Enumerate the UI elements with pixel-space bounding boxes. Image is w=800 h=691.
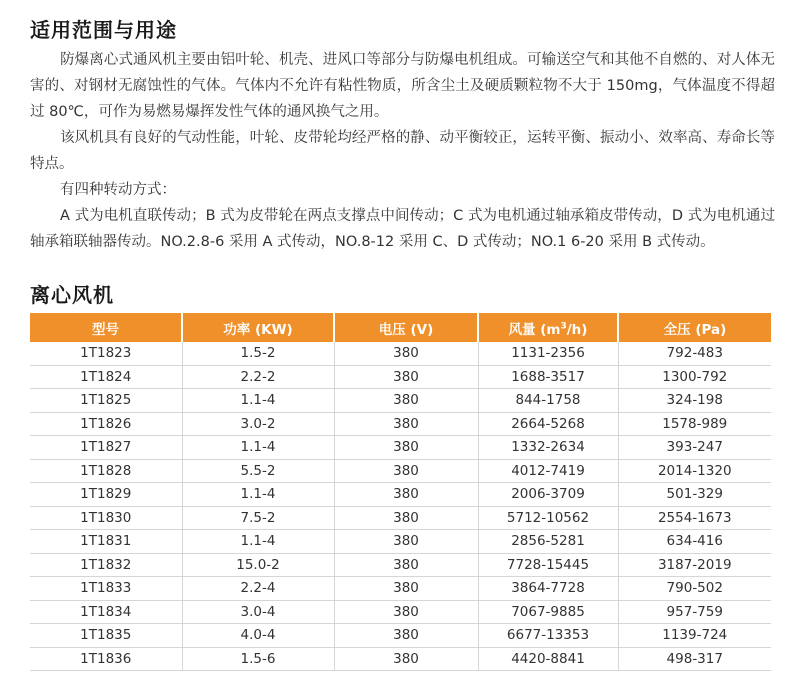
header-pressure: 全压 (Pa) xyxy=(618,313,771,342)
table-row xyxy=(30,412,771,436)
table-row xyxy=(30,506,771,530)
cell-voltage: 380 xyxy=(334,483,478,507)
cell-model: 1T1824 xyxy=(30,365,182,389)
table-row xyxy=(30,389,771,413)
cell-voltage: 380 xyxy=(334,600,478,624)
cell-model: 1T1825 xyxy=(30,389,182,413)
cell-pressure: 3187-2019 xyxy=(618,553,771,577)
cell-pressure: 1300-792 xyxy=(618,365,771,389)
usage-section-title: 适用范围与用途 xyxy=(30,18,177,42)
header-airflow-suffix: /h) xyxy=(566,321,588,338)
cell-model: 1T1836 xyxy=(30,647,182,671)
table-row xyxy=(30,647,771,671)
usage-paragraph-features-text: 该风机具有良好的气动性能，叶轮、皮带轮均经严格的静、动平衡较正，运转平衡、振动小、效率高、寿命长等特点。 xyxy=(30,130,775,172)
cell-airflow: 7067-9885 xyxy=(478,600,618,624)
usage-paragraph-composition-text: 防爆离心式通风机主要由铝叶轮、机壳、进风口等部分与防爆电机组成。可输送空气和其他不自燃的、对人体无害的、对钢材无腐蚀性的气体。气体内不允许有粘性物质，所含尘土及硬质颗粒物不大于 150mg，气体温度不得超过 80℃，可作为易燃易爆挥发性气体的通风换气之用。 xyxy=(30,52,775,120)
cell-power: 3.0-4 xyxy=(182,600,334,624)
table-row xyxy=(30,436,771,460)
cell-airflow: 1332-2634 xyxy=(478,436,618,460)
table-row xyxy=(30,342,771,365)
cell-power: 4.0-4 xyxy=(182,624,334,648)
cell-power: 3.0-2 xyxy=(182,412,334,436)
cell-power: 2.2-4 xyxy=(182,577,334,601)
cell-power: 1.1-4 xyxy=(182,389,334,413)
header-voltage: 电压 (V) xyxy=(334,313,478,342)
cell-voltage: 380 xyxy=(334,506,478,530)
cell-power: 7.5-2 xyxy=(182,506,334,530)
cell-voltage: 380 xyxy=(334,553,478,577)
cell-airflow: 1131-2356 xyxy=(478,342,618,365)
cell-airflow: 3864-7728 xyxy=(478,577,618,601)
cell-airflow: 4012-7419 xyxy=(478,459,618,483)
header-power: 功率 (KW) xyxy=(182,313,334,342)
fans-section-title: 离心风机 xyxy=(30,283,114,307)
cell-model: 1T1828 xyxy=(30,459,182,483)
cell-airflow: 2006-3709 xyxy=(478,483,618,507)
table-row xyxy=(30,530,771,554)
cell-voltage: 380 xyxy=(334,436,478,460)
cell-airflow: 6677-13353 xyxy=(478,624,618,648)
usage-paragraph-drive-modes xyxy=(30,203,775,255)
cell-voltage: 380 xyxy=(334,647,478,671)
cell-model: 1T1826 xyxy=(30,412,182,436)
cell-airflow: 1688-3517 xyxy=(478,365,618,389)
table-row xyxy=(30,600,771,624)
cell-model: 1T1835 xyxy=(30,624,182,648)
cell-model: 1T1833 xyxy=(30,577,182,601)
table-row xyxy=(30,483,771,507)
cell-voltage: 380 xyxy=(334,412,478,436)
cell-pressure: 501-329 xyxy=(618,483,771,507)
cell-model: 1T1830 xyxy=(30,506,182,530)
table-row xyxy=(30,577,771,601)
cell-power: 1.5-2 xyxy=(182,342,334,365)
cell-pressure: 2554-1673 xyxy=(618,506,771,530)
cell-pressure: 498-317 xyxy=(618,647,771,671)
cell-model: 1T1823 xyxy=(30,342,182,365)
cell-model: 1T1829 xyxy=(30,483,182,507)
header-airflow-superscript: 3 xyxy=(560,321,567,331)
cell-model: 1T1831 xyxy=(30,530,182,554)
cell-model: 1T1827 xyxy=(30,436,182,460)
cell-power: 5.5-2 xyxy=(182,459,334,483)
usage-paragraph-drive-intro xyxy=(30,177,775,203)
cell-airflow: 2664-5268 xyxy=(478,412,618,436)
usage-paragraph-features xyxy=(30,125,775,177)
cell-voltage: 380 xyxy=(334,577,478,601)
cell-pressure: 324-198 xyxy=(618,389,771,413)
cell-airflow: 5712-10562 xyxy=(478,506,618,530)
header-airflow-prefix: 风量 (m xyxy=(508,321,561,338)
table-row xyxy=(30,624,771,648)
cell-pressure: 957-759 xyxy=(618,600,771,624)
cell-power: 1.1-4 xyxy=(182,483,334,507)
cell-pressure: 1139-724 xyxy=(618,624,771,648)
fan-spec-table-body xyxy=(30,342,771,671)
cell-pressure: 792-483 xyxy=(618,342,771,365)
cell-airflow: 7728-15445 xyxy=(478,553,618,577)
cell-airflow: 2856-5281 xyxy=(478,530,618,554)
table-row xyxy=(30,459,771,483)
cell-pressure: 1578-989 xyxy=(618,412,771,436)
cell-power: 15.0-2 xyxy=(182,553,334,577)
cell-power: 1.1-4 xyxy=(182,436,334,460)
table-row xyxy=(30,365,771,389)
cell-power: 1.5-6 xyxy=(182,647,334,671)
cell-voltage: 380 xyxy=(334,389,478,413)
cell-power: 1.1-4 xyxy=(182,530,334,554)
cell-model: 1T1834 xyxy=(30,600,182,624)
usage-paragraph-drive-intro-text: 有四种转动方式： xyxy=(60,182,176,198)
header-airflow xyxy=(478,313,618,342)
cell-pressure: 2014-1320 xyxy=(618,459,771,483)
usage-paragraph-composition xyxy=(30,47,775,125)
cell-airflow: 844-1758 xyxy=(478,389,618,413)
cell-power: 2.2-2 xyxy=(182,365,334,389)
cell-voltage: 380 xyxy=(334,365,478,389)
cell-pressure: 393-247 xyxy=(618,436,771,460)
cell-voltage: 380 xyxy=(334,530,478,554)
header-model: 型号 xyxy=(30,313,182,342)
cell-pressure: 634-416 xyxy=(618,530,771,554)
usage-paragraph-drive-modes-text: A 式为电机直联传动；B 式为皮带轮在两点支撑点中间传动；C 式为电机通过轴承箱皮带传动，D 式为电机通过轴承箱联轴器传动。NO.2.8-6 采用 A 式传动，NO.8-12 采用 C、D 式传动；NO.1 6-20 采用 B 式传动。 xyxy=(30,208,775,250)
cell-voltage: 380 xyxy=(334,342,478,365)
fan-spec-table xyxy=(30,313,771,671)
cell-airflow: 4420-8841 xyxy=(478,647,618,671)
table-row xyxy=(30,553,771,577)
cell-pressure: 790-502 xyxy=(618,577,771,601)
table-header-row xyxy=(30,313,771,342)
cell-voltage: 380 xyxy=(334,459,478,483)
cell-voltage: 380 xyxy=(334,624,478,648)
cell-model: 1T1832 xyxy=(30,553,182,577)
